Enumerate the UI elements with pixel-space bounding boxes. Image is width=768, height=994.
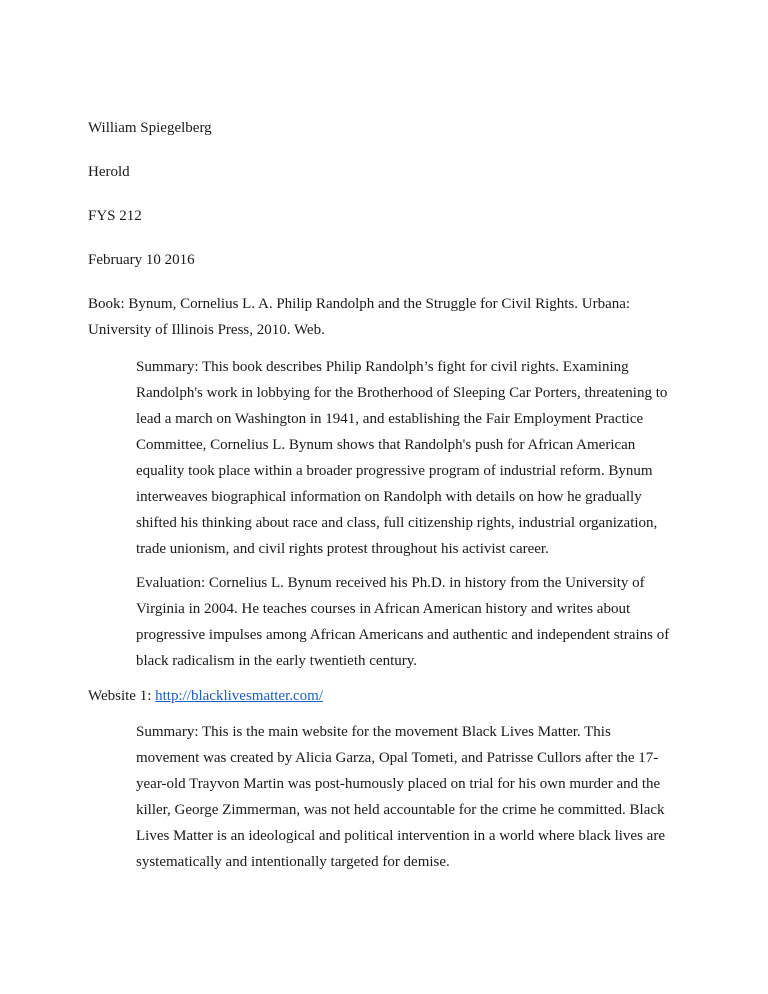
- website-summary-line: movement was created by Alicia Garza, Opal Tometi, and Patrisse Cullors after the 17-: [136, 750, 659, 766]
- instructor-name: Herold: [88, 164, 130, 180]
- website-summary-line: Summary: This is the main website for the movement Black Lives Matter. This: [136, 724, 611, 740]
- book-summary-line: Summary: This book describes Philip Randolph’s fight for civil rights. Examining: [136, 359, 629, 375]
- website-summary-line: systematically and intentionally targeted for demise.: [136, 854, 450, 870]
- book-summary-line: Committee, Cornelius L. Bynum shows that Randolph's push for African American: [136, 437, 636, 453]
- book-summary-line: trade unionism, and civil rights protest throughout his activist career.: [136, 541, 549, 557]
- document-date: February 10 2016: [88, 252, 195, 268]
- book-summary-line: interweaves biographical information on Randolph with details on how he gradually: [136, 489, 642, 505]
- book-evaluation-line: black radicalism in the early twentieth century.: [136, 653, 418, 669]
- book-summary-line: shifted his thinking about race and class, full citizenship rights, industrial organization,: [136, 515, 658, 531]
- book-summary-line: Randolph's work in lobbying for the Brotherhood of Sleeping Car Porters, threatening to: [136, 385, 668, 401]
- website-link[interactable]: http://blacklivesmatter.com/: [155, 688, 324, 704]
- website-summary-line: year-old Trayvon Martin was post-humously placed on trial for his own murder and the: [136, 776, 661, 792]
- website-heading: [88, 686, 323, 706]
- book-evaluation-line: progressive impulses among African Americans and authentic and independent strains of: [136, 627, 670, 643]
- book-citation-line: Book: Bynum, Cornelius L. A. Philip Randolph and the Struggle for Civil Rights. Urbana:: [88, 296, 631, 312]
- book-evaluation-line: Virginia in 2004. He teaches courses in African American history and writes about: [136, 601, 631, 617]
- website-label: Website 1:: [88, 688, 156, 704]
- book-summary-line: equality took place within a broader progressive program of industrial reform. Bynum: [136, 463, 653, 479]
- course-code: FYS 212: [88, 208, 142, 224]
- book-summary-line: lead a march on Washington in 1941, and establishing the Fair Employment Practice: [136, 411, 644, 427]
- book-evaluation-line: Evaluation: Cornelius L. Bynum received his Ph.D. in history from the University of: [136, 575, 645, 591]
- website-summary-line: Lives Matter is an ideological and political intervention in a world where black lives are: [136, 828, 665, 844]
- book-citation-line: University of Illinois Press, 2010. Web.: [88, 322, 325, 338]
- website-summary-line: killer, George Zimmerman, was not held accountable for the crime he committed. Black: [136, 802, 665, 818]
- author-name: William Spiegelberg: [88, 120, 212, 136]
